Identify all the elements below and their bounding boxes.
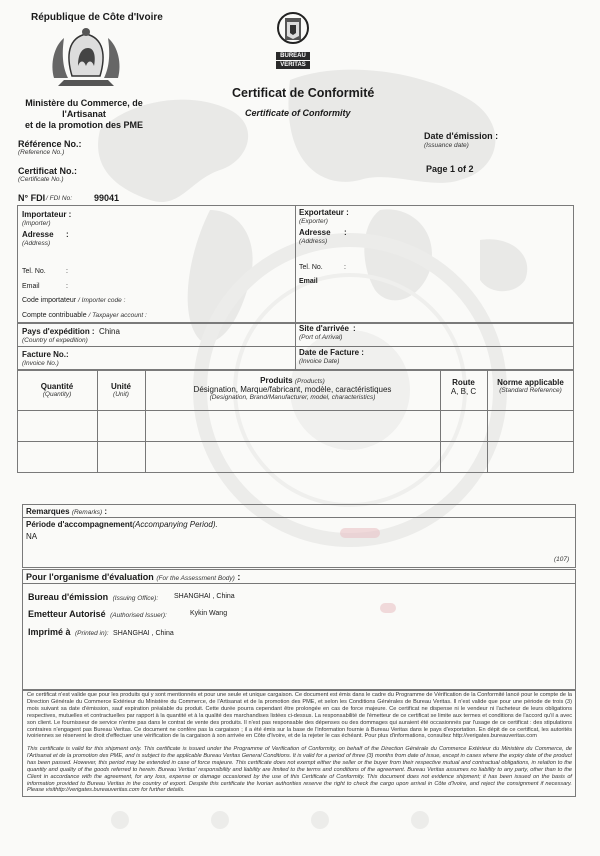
route-header [440, 378, 487, 396]
importer-address-sub: (Address) [22, 240, 51, 247]
invoice-no-sub: (Invoice No.) [22, 360, 59, 367]
importer-code-label [22, 297, 125, 304]
expedition-country-label: Pays d'expédition : [22, 327, 95, 336]
ministry-title [10, 98, 158, 131]
arrival-site-sub: (Port of Arrival) [299, 334, 343, 341]
importer-email-colon: : [66, 283, 68, 290]
exporter-tel-colon: : [344, 264, 346, 271]
bv-bureau-label: BUREAU [276, 52, 310, 60]
importer-code-text: Code importateur [22, 297, 77, 304]
expedition-country [22, 327, 120, 336]
printed-in-label: Imprimé à [28, 627, 71, 637]
remarks-colon: : [104, 507, 108, 516]
route-header-label: Route [452, 378, 475, 387]
invoice-date-sub: (Invoice Date) [299, 358, 340, 365]
bv-veritas-label: VERITAS [276, 61, 310, 69]
importer-address-label: Adresse [22, 230, 54, 239]
exporter-address-sub: (Address) [299, 238, 328, 245]
quantity-header-label: Quantité [40, 382, 74, 391]
arrival-site-label: Site d'arrivée [299, 324, 349, 333]
shipping-row-divider [17, 346, 574, 347]
remarks-label-text: Remarques [26, 507, 70, 516]
page-number: Page 1 of 2 [426, 164, 474, 174]
taxpayer-label [22, 312, 147, 319]
stamp-mark-2 [380, 603, 396, 613]
printed-in [28, 627, 174, 637]
remarks-label [26, 507, 107, 516]
remarks-divider [22, 517, 576, 518]
printed-in-value: SHANGHAI , China [113, 630, 174, 637]
expedition-country-sub: (Country of expedition) [22, 337, 88, 344]
ministry-line2: et de la promotion des PME [24, 120, 143, 130]
designation-label: Désignation, Marque/fabricant, modèle, caractéristiques [193, 385, 392, 394]
remarks-value: NA [26, 532, 38, 541]
bureau-veritas-seal-icon [276, 10, 310, 48]
elephant-crest-icon [48, 26, 124, 94]
row-sep-1 [17, 410, 574, 411]
expedition-country-value: China [99, 327, 120, 336]
products-header [145, 376, 440, 401]
route-header-abc: A, B, C [450, 387, 477, 396]
taxpayer-sub: / Taxpayer account : [88, 312, 147, 319]
importer-email-label: Email [22, 283, 40, 290]
issuance-date-sub: (Issuance date) [424, 142, 469, 149]
reference-sub: (Reference No.) [18, 149, 65, 156]
issuing-office-value: SHANGHAI , China [174, 593, 235, 600]
standard-header-sub: (Standard Reference) [499, 387, 562, 394]
products-header-label: Produits [260, 376, 293, 385]
designation-sub: (Designation, Brand/Manufacturer, model, characteristics) [209, 394, 376, 401]
issuing-office [28, 592, 158, 602]
fdi-value: 99041 [94, 193, 120, 203]
issuing-office-label: Bureau d'émission [28, 592, 109, 602]
unit-header [97, 382, 145, 398]
printed-in-sub: (Printed in): [74, 630, 109, 637]
standard-header-label: Norme applicable [497, 378, 564, 387]
issuing-office-sub: (Issuing Office): [112, 595, 159, 602]
remarks-code: (107) [554, 556, 570, 563]
exporter-address-label: Adresse [299, 228, 331, 237]
fdi-label: N° FDI [18, 193, 46, 203]
ministry-line1: Ministère du Commerce, de l'Artisanat [25, 98, 143, 119]
products-header-sub: (Products) [294, 378, 325, 385]
unit-header-label: Unité [111, 382, 131, 391]
parties-divider [295, 205, 296, 323]
importer-code-sub: / Importer code : [78, 297, 126, 304]
importer-address-colon: : [66, 230, 69, 239]
row-sep-2 [17, 441, 574, 442]
assessment-divider [22, 583, 576, 584]
taxpayer-text: Compte contribuable [22, 312, 87, 319]
page-title: Certificat de Conformité [232, 86, 375, 100]
standard-header [487, 378, 574, 394]
unit-header-sub: (Unit) [113, 391, 129, 398]
exporter-address-colon: : [344, 228, 347, 237]
exporter-label: Exportateur : [299, 208, 349, 217]
arrival-site-colon: : [353, 324, 356, 333]
invoice-date-label: Date de Facture : [299, 348, 364, 357]
importer-tel-colon: : [66, 268, 68, 275]
authorised-issuer-value: Kykin Wang [190, 610, 228, 617]
authorised-issuer-sub: (Authorised Issuer): [110, 612, 167, 619]
quantity-header-sub: (Quantity) [42, 391, 72, 398]
reference-label: Référence No.: [18, 139, 82, 149]
certificate-label: Certificat No.: [18, 166, 78, 176]
remarks-label-sub: (Remarks) [71, 509, 103, 516]
page-subtitle: Certificate of Conformity [245, 108, 351, 118]
accompanying-period-label: Période d'accompagnement [26, 520, 133, 529]
fdi-sub: / FDI No: [46, 195, 73, 202]
legal-text-en: This certificate is valid for this shipment only. This certificate is issued under the Programme of Verification of Conformity, on behalf of the Direction Générale du Commerce Extérieur du Ministère du Commerce, de l'Artisanat et de la promotion des PME, and is subject to the applicable Bureau Veritas General Conditions. It is valid for a period of three (3) months from date of issue, except in cases where the expiry date of the product has been passed. However, this period may be extended in case of force majeure. This certificate does not exempt either the seller or the buyer from their respective mutual and contractual obligations, in relation to the quantity and quality of the goods referred to herein. Bureau Veritas' responsibility and liability are limited to the terms and conditions of the agreement. Bureau Veritas assumes no liability to any party, other than to the Client in accordance with the agreement, for any loss, expense or damage occasioned by the use of this Certificate of Conformity. This document does not evidence shipment; it has been issued on the basis of information provided to Bureau Veritas in the country of export. Despite this certificate the Ivorian authorities reserve the right to check the cargo upon arrival in Côte d'Ivoire, and reject the consignment if necessary. Please visithttp://verigates.bureauveritas.com for further details. [27, 746, 572, 794]
certificate-sub: (Certificate No.) [18, 176, 64, 183]
assessment-title-sub: (For the Assessment Body) [156, 575, 235, 582]
invoice-no-label: Facture No.: [22, 350, 69, 359]
republic-label: République de Côte d'Ivoire [31, 12, 163, 23]
importer-tel-label: Tel. No. [22, 268, 46, 275]
importer-sub: (Importer) [22, 220, 51, 227]
assessment-title-colon: : [237, 572, 241, 582]
exporter-email-label: Email [299, 278, 318, 285]
importer-label: Importateur : [22, 210, 72, 219]
accompanying-period-sub: (Accompanying Period). [132, 520, 218, 529]
quantity-header [17, 382, 97, 398]
authorised-issuer [28, 609, 167, 619]
assessment-title-text: Pour l'organisme d'évaluation [26, 572, 154, 582]
accompanying-period [26, 520, 218, 529]
assessment-title [26, 572, 240, 582]
exporter-tel-label: Tel. No. [299, 264, 323, 271]
footer-icons-watermark [90, 808, 510, 832]
legal-text-fr: Ce certificat n'est valide que pour les produits qui y sont mentionnés et pour une seule et unique cargaison. Ce document est émis dans le cadre du Programme de Vérification de la Conformité lancé pour le compte de la Direction Générale du Commerce Extérieur du Ministère du Commerce, de l'Artisanat et de la promotion des PME, et selon les Conditions Générales de Bureau Veritas. Il n'est valide que pour une période de trois (3) mois suivant sa date d'émission, sauf expiration préalable du produit. Cette durée pourra cependant être prolongée en cas de force majeure. Ce certificat ne dispense ni le vendeur ni l'acheteur de leurs obligations respectives, mutuelles et contractuelles par rapport à la quantité et à la qualité des marchandises listées ci-dessus. La responsabilité de l'émetteur de ce certificat se limite aux termes et conditions de l'accord qu'il a avec son client. Le fournisseur de service n'entre pas dans le contrat de vente des produits. Il n'est pas responsable des dépenses ou des dommages qui auraient été occasionnés par l'usage de ce certificat : des stipulations contraires n'engagent pas Bureau Veritas. Ce document ne confère pas la cargaison ; il a été émis sur la base de l'information fournie à Bureau Veritas dans le pays d'exportation. En dépit de ce certificat, les autorités ivoiriennes se réservent le droit d'effectuer une vérification de la cargaison à son arrivée en Côte d'Ivoire, et de la rejeter le cas échéant. Pour plus d'informations, consultez http://verigates.bureauveritas.com [27, 692, 572, 740]
stamp-mark [340, 528, 380, 538]
authorised-issuer-label: Emetteur Autorisé [28, 609, 106, 619]
exporter-sub: (Exporter) [299, 218, 328, 225]
issuance-date-label: Date d'émission : [424, 131, 499, 141]
